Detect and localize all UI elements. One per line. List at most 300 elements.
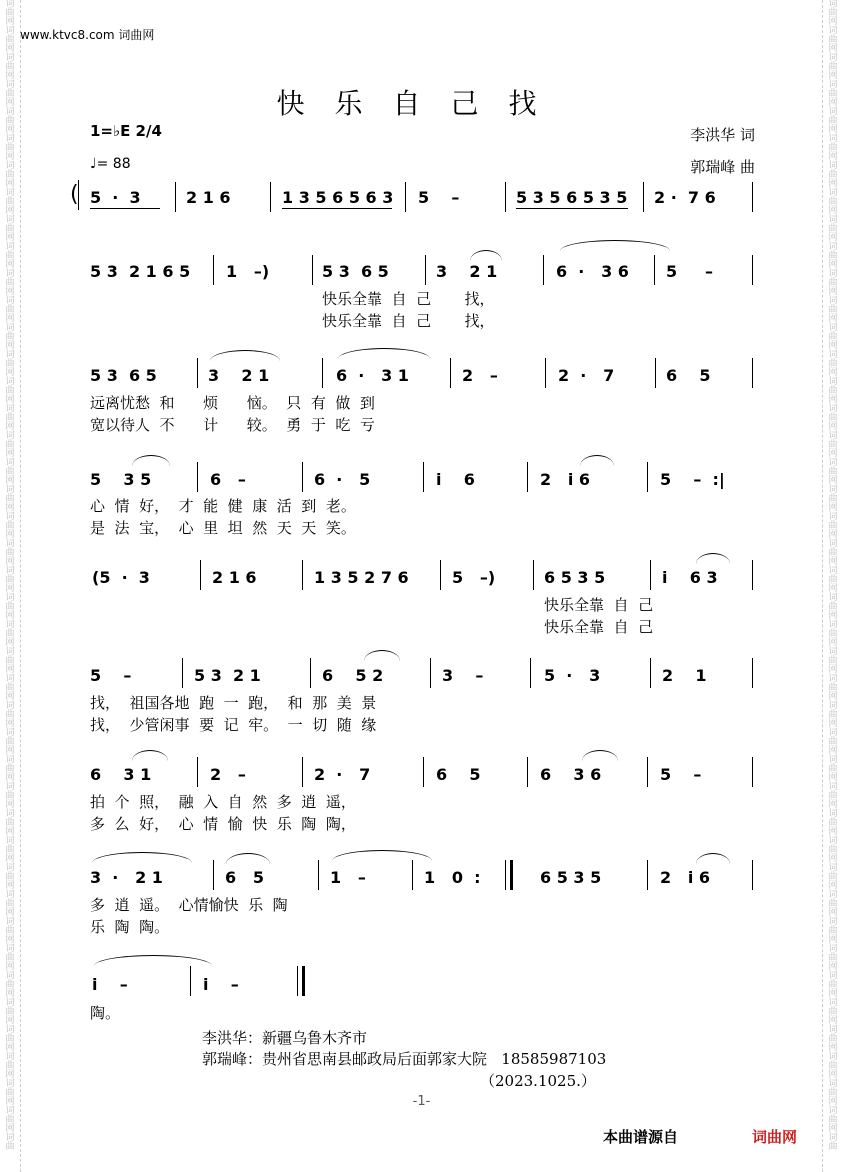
watermark-char: 曲 bbox=[828, 953, 838, 963]
slur bbox=[132, 750, 168, 761]
lyric-line-2: 多 么 好， 心 情 愉 快 乐 陶 陶， bbox=[90, 815, 356, 833]
measure: 3 2 1 bbox=[208, 366, 270, 385]
watermark-char: 网 bbox=[828, 611, 838, 621]
watermark-char: 网 bbox=[5, 800, 15, 810]
watermark-char: 网 bbox=[5, 908, 15, 918]
watermark-char: 词 bbox=[828, 0, 838, 9]
watermark-char: 词 bbox=[5, 566, 15, 576]
watermark-char: 曲 bbox=[5, 278, 15, 288]
watermark-char: 网 bbox=[5, 773, 15, 783]
watermark-char: 词 bbox=[828, 107, 838, 117]
watermark-char: 曲 bbox=[5, 521, 15, 531]
watermark-char: 词 bbox=[5, 782, 15, 792]
watermark-char: 曲 bbox=[828, 521, 838, 531]
watermark-char: 词 bbox=[5, 431, 15, 441]
watermark-char: 词 bbox=[828, 1079, 838, 1089]
watermark-char: 网 bbox=[828, 476, 838, 486]
watermark-char: 词 bbox=[828, 458, 838, 468]
watermark-char: 曲 bbox=[828, 35, 838, 45]
measure: 2 1 bbox=[662, 666, 707, 685]
watermark-char: 曲 bbox=[5, 899, 15, 909]
watermark-char: 网 bbox=[828, 746, 838, 756]
watermark-char: 网 bbox=[828, 152, 838, 162]
measure: i 6 3 bbox=[662, 568, 718, 587]
watermark-char: 曲 bbox=[828, 791, 838, 801]
measure: 1 0 : bbox=[424, 868, 481, 887]
measure: 6 5 bbox=[436, 765, 481, 784]
measure: 2 – bbox=[210, 765, 246, 784]
watermark-char: 网 bbox=[5, 665, 15, 675]
tempo-mark: ♩= 88 bbox=[90, 156, 131, 172]
measure: 6 3 1 bbox=[90, 765, 152, 784]
watermark-char: 词 bbox=[5, 1025, 15, 1035]
barline bbox=[302, 757, 303, 787]
lyric-line-1: 多 逍 遥。 心情愉快 乐 陶 bbox=[90, 896, 288, 914]
watermark-char: 词 bbox=[5, 512, 15, 522]
slur bbox=[364, 650, 400, 661]
watermark-char: 网 bbox=[828, 503, 838, 513]
watermark-char: 词 bbox=[5, 998, 15, 1008]
watermark-char: 词 bbox=[5, 107, 15, 117]
watermark-char: 网 bbox=[5, 395, 15, 405]
watermark-char: 曲 bbox=[5, 629, 15, 639]
watermark-char: 曲 bbox=[828, 170, 838, 180]
watermark-char: 网 bbox=[5, 746, 15, 756]
watermark-char: 网 bbox=[828, 422, 838, 432]
watermark-char: 网 bbox=[828, 260, 838, 270]
watermark-char: 网 bbox=[828, 1070, 838, 1080]
watermark-char: 曲 bbox=[5, 926, 15, 936]
barline bbox=[310, 658, 311, 688]
barline bbox=[527, 757, 528, 787]
watermark-char: 曲 bbox=[5, 1088, 15, 1098]
watermark-char: 网 bbox=[828, 989, 838, 999]
watermark-char: 词 bbox=[5, 242, 15, 252]
bracket-paren: ( bbox=[70, 182, 79, 207]
barline bbox=[200, 560, 201, 590]
watermark-char: 网 bbox=[828, 935, 838, 945]
watermark-char: 曲 bbox=[828, 1061, 838, 1071]
barline bbox=[752, 182, 753, 212]
watermark-char: 网 bbox=[828, 584, 838, 594]
measure: i – bbox=[203, 975, 239, 994]
watermark-char: 曲 bbox=[5, 980, 15, 990]
measure: 6 · 5 bbox=[314, 470, 371, 489]
watermark-char: 词 bbox=[828, 1052, 838, 1062]
watermark-char: 网 bbox=[5, 611, 15, 621]
slur bbox=[338, 348, 430, 359]
watermark-char: 词 bbox=[5, 350, 15, 360]
watermark-char: 曲 bbox=[828, 683, 838, 693]
watermark-char: 词 bbox=[5, 620, 15, 630]
watermark-char: 词 bbox=[5, 593, 15, 603]
measure: 5 · 3 bbox=[544, 666, 601, 685]
measure: 2 – bbox=[462, 366, 498, 385]
watermark-char: 网 bbox=[5, 692, 15, 702]
watermark-char: 曲 bbox=[5, 791, 15, 801]
lyric-line-1: 快乐全靠 自 己 bbox=[544, 596, 654, 614]
watermark-char: 词 bbox=[5, 134, 15, 144]
watermark-char: 曲 bbox=[5, 35, 15, 45]
watermark-char: 词 bbox=[5, 674, 15, 684]
watermark-char: 曲 bbox=[828, 1088, 838, 1098]
lyric-line-2: 快乐全靠 自 己 找， bbox=[322, 312, 495, 330]
watermark-char: 曲 bbox=[5, 845, 15, 855]
watermark-char: 曲 bbox=[5, 305, 15, 315]
measure: 3 – bbox=[442, 666, 484, 685]
barline bbox=[530, 658, 531, 688]
watermark-char: 词 bbox=[828, 836, 838, 846]
underline bbox=[282, 208, 392, 209]
measure: 5 3 2 1 bbox=[194, 666, 261, 685]
watermark-char: 网 bbox=[828, 179, 838, 189]
barline bbox=[297, 966, 298, 996]
page-number: -1- bbox=[412, 1094, 431, 1109]
watermark-char: 网 bbox=[5, 449, 15, 459]
watermark-char: 网 bbox=[5, 17, 15, 27]
watermark-char: 网 bbox=[5, 152, 15, 162]
barline bbox=[322, 358, 323, 388]
watermark-char: 词 bbox=[5, 971, 15, 981]
watermark-char: 曲 bbox=[828, 467, 838, 477]
watermark-char: 网 bbox=[5, 260, 15, 270]
measure: 2 1 6 bbox=[186, 188, 231, 207]
watermark-char: 词 bbox=[5, 458, 15, 468]
watermark-char: 曲 bbox=[828, 845, 838, 855]
watermark-char: 曲 bbox=[5, 143, 15, 153]
measure: 5 3 5 bbox=[90, 470, 152, 489]
right-margin-line bbox=[822, 0, 823, 1172]
measure: 6 3 6 bbox=[540, 765, 602, 784]
watermark-char: 曲 bbox=[5, 8, 15, 18]
watermark-char: 词 bbox=[828, 485, 838, 495]
watermark-char: 曲 bbox=[5, 1034, 15, 1044]
watermark-char: 曲 bbox=[5, 1115, 15, 1125]
watermark-char: 网 bbox=[5, 719, 15, 729]
watermark-char: 曲 bbox=[828, 1142, 838, 1152]
watermark-char: 曲 bbox=[5, 548, 15, 558]
barline bbox=[175, 182, 176, 212]
barline bbox=[752, 255, 753, 285]
watermark-char: 词 bbox=[5, 215, 15, 225]
watermark-char: 曲 bbox=[5, 1142, 15, 1152]
watermark-char: 网 bbox=[828, 125, 838, 135]
watermark-char: 曲 bbox=[5, 332, 15, 342]
watermark-char: 曲 bbox=[5, 764, 15, 774]
watermark-char: 网 bbox=[828, 233, 838, 243]
watermark-char: 词 bbox=[828, 350, 838, 360]
watermark-char: 词 bbox=[828, 701, 838, 711]
lyric-line-2: 找， 少管闲事 要 记 牢。 一 切 随 缘 bbox=[90, 716, 377, 734]
watermark-char: 曲 bbox=[5, 251, 15, 261]
barline bbox=[752, 757, 753, 787]
date-note: （2023.1025.） bbox=[480, 1072, 596, 1090]
watermark-char: 网 bbox=[5, 827, 15, 837]
barline bbox=[182, 658, 183, 688]
measure: 5 – bbox=[666, 262, 713, 281]
watermark-char: 网 bbox=[5, 98, 15, 108]
measure: 6 · 3 1 bbox=[336, 366, 409, 385]
watermark-char: 词 bbox=[828, 269, 838, 279]
slur bbox=[696, 553, 730, 564]
lyric-line-2: 乐 陶 陶。 bbox=[90, 918, 170, 936]
watermark-char: 曲 bbox=[828, 1115, 838, 1125]
watermark-char: 词 bbox=[828, 620, 838, 630]
measure: 3 · 2 1 bbox=[90, 868, 163, 887]
watermark-char: 网 bbox=[5, 1043, 15, 1053]
measure: 5 – bbox=[660, 765, 702, 784]
watermark-char: 网 bbox=[828, 314, 838, 324]
lyricist-credit: 李洪华 词 bbox=[690, 126, 755, 144]
watermark-char: 网 bbox=[828, 1097, 838, 1107]
watermark-char: 词 bbox=[5, 1079, 15, 1089]
watermark-char: 曲 bbox=[828, 764, 838, 774]
barline bbox=[752, 860, 753, 890]
key-signature: 1=♭E 2/4 bbox=[90, 122, 162, 140]
watermark-char: 曲 bbox=[828, 980, 838, 990]
watermark-char: 网 bbox=[828, 827, 838, 837]
watermark-char: 曲 bbox=[828, 8, 838, 18]
composer-address: 郭瑞峰：贵州省思南县邮政局后面郭家大院 18585987103 bbox=[202, 1050, 607, 1068]
watermark-char: 词 bbox=[828, 971, 838, 981]
watermark-char: 曲 bbox=[5, 1007, 15, 1017]
watermark-char: 网 bbox=[828, 800, 838, 810]
watermark-char: 网 bbox=[5, 557, 15, 567]
watermark-char: 词 bbox=[828, 890, 838, 900]
underline bbox=[90, 208, 160, 209]
brand-link[interactable]: 词曲网 bbox=[752, 1128, 798, 1146]
barline bbox=[412, 860, 413, 890]
watermark-char: 曲 bbox=[828, 818, 838, 828]
measure: 2 · 7 bbox=[314, 765, 371, 784]
watermark-char: 网 bbox=[5, 206, 15, 216]
measure: 2 1 6 bbox=[212, 568, 257, 587]
barline bbox=[505, 182, 506, 212]
barline bbox=[752, 658, 753, 688]
lyric-line-1: 远离忧愁 和 烦 恼。 只 有 做 到 bbox=[90, 394, 375, 412]
barline bbox=[505, 860, 506, 890]
measure: 6 5 bbox=[225, 868, 264, 887]
watermark-char: 词 bbox=[5, 53, 15, 63]
barline bbox=[654, 255, 655, 285]
watermark-char: 词 bbox=[828, 539, 838, 549]
watermark-char: 词 bbox=[5, 647, 15, 657]
watermark-char: 曲 bbox=[5, 1061, 15, 1071]
watermark-char: 网 bbox=[5, 530, 15, 540]
watermark-char: 曲 bbox=[828, 143, 838, 153]
watermark-char: 词 bbox=[828, 1025, 838, 1035]
watermark-char: 曲 bbox=[5, 197, 15, 207]
watermark-char: 网 bbox=[828, 98, 838, 108]
watermark-char: 曲 bbox=[5, 953, 15, 963]
measure: 6 5 bbox=[666, 366, 711, 385]
barline bbox=[650, 560, 651, 590]
watermark-char: 词 bbox=[5, 917, 15, 927]
watermark-char: 曲 bbox=[828, 629, 838, 639]
watermark-char: 网 bbox=[828, 773, 838, 783]
watermark-char: 曲 bbox=[5, 386, 15, 396]
watermark-char: 网 bbox=[828, 881, 838, 891]
barline bbox=[647, 757, 648, 787]
watermark-char: 曲 bbox=[828, 251, 838, 261]
watermark-char: 词 bbox=[5, 188, 15, 198]
watermark-char: 曲 bbox=[5, 170, 15, 180]
watermark-char: 词 bbox=[828, 755, 838, 765]
watermark-char: 网 bbox=[5, 287, 15, 297]
watermark-char: 网 bbox=[5, 854, 15, 864]
watermark-char: 曲 bbox=[5, 116, 15, 126]
watermark-char: 词 bbox=[828, 674, 838, 684]
barline bbox=[752, 358, 753, 388]
watermark-char: 网 bbox=[828, 962, 838, 972]
slur bbox=[560, 240, 670, 251]
watermark-char: 词 bbox=[828, 242, 838, 252]
watermark-char: 词 bbox=[5, 863, 15, 873]
barline bbox=[543, 255, 544, 285]
watermark-char: 曲 bbox=[5, 710, 15, 720]
watermark-char: 词 bbox=[5, 890, 15, 900]
watermark-char: 曲 bbox=[828, 440, 838, 450]
lyricist-address: 李洪华：新疆乌鲁木齐市 bbox=[202, 1029, 368, 1047]
watermark-char: 曲 bbox=[828, 710, 838, 720]
watermark-char: 曲 bbox=[828, 224, 838, 234]
slur bbox=[470, 250, 502, 261]
watermark-char: 网 bbox=[5, 1124, 15, 1134]
watermark-char: 曲 bbox=[5, 467, 15, 477]
watermark-char: 词 bbox=[828, 134, 838, 144]
slur bbox=[210, 350, 280, 361]
watermark-char: 词 bbox=[5, 1133, 15, 1143]
watermark-char: 词 bbox=[828, 215, 838, 225]
slur bbox=[92, 852, 192, 863]
watermark-char: 曲 bbox=[828, 737, 838, 747]
watermark-char: 曲 bbox=[828, 197, 838, 207]
measure: 2 · 7 bbox=[558, 366, 615, 385]
measure: 5 – bbox=[418, 188, 460, 207]
watermark-char: 网 bbox=[5, 989, 15, 999]
site-header[interactable]: www.ktvc8.com 词曲网 bbox=[20, 28, 155, 42]
composer-credit: 郭瑞峰 曲 bbox=[690, 158, 755, 176]
watermark-char: 网 bbox=[5, 233, 15, 243]
watermark-char: 曲 bbox=[828, 1034, 838, 1044]
slur bbox=[132, 455, 170, 466]
watermark-char: 曲 bbox=[5, 818, 15, 828]
watermark-char: 曲 bbox=[5, 359, 15, 369]
watermark-char: 词 bbox=[5, 269, 15, 279]
barline bbox=[197, 462, 198, 492]
measure: 5 – bbox=[90, 666, 132, 685]
watermark-char: 词 bbox=[828, 512, 838, 522]
barline bbox=[302, 462, 303, 492]
measure: 1 – bbox=[330, 868, 366, 887]
watermark-char: 词 bbox=[828, 404, 838, 414]
measure: 6 5 2 bbox=[322, 666, 384, 685]
barline bbox=[450, 358, 451, 388]
watermark-char: 曲 bbox=[5, 602, 15, 612]
measure: 6 5 3 5 bbox=[544, 568, 606, 587]
watermark-char: 曲 bbox=[5, 62, 15, 72]
watermark-char: 曲 bbox=[5, 737, 15, 747]
watermark-char: 网 bbox=[5, 125, 15, 135]
watermark-char: 曲 bbox=[5, 494, 15, 504]
song-title: 快乐自己找 bbox=[276, 87, 567, 120]
watermark-char: 词 bbox=[828, 1106, 838, 1116]
watermark-char: 网 bbox=[5, 935, 15, 945]
watermark-char: 词 bbox=[5, 404, 15, 414]
watermark-char: 网 bbox=[828, 341, 838, 351]
watermark-char: 词 bbox=[5, 80, 15, 90]
lyric-line-1: 找， 祖国各地 跑 一 跑， 和 那 美 景 bbox=[90, 694, 377, 712]
watermark-char: 网 bbox=[828, 449, 838, 459]
watermark-char: 网 bbox=[828, 1124, 838, 1134]
barline bbox=[533, 560, 534, 590]
watermark-char: 词 bbox=[828, 53, 838, 63]
watermark-char: 词 bbox=[5, 809, 15, 819]
watermark-char: 网 bbox=[828, 854, 838, 864]
watermark-char: 曲 bbox=[828, 278, 838, 288]
watermark-char: 词 bbox=[828, 26, 838, 36]
lyric-line-2: 是 法 宝， 心 里 坦 然 天 天 笑。 bbox=[90, 519, 356, 537]
watermark-char: 曲 bbox=[5, 413, 15, 423]
watermark-char: 网 bbox=[828, 206, 838, 216]
barline bbox=[318, 860, 319, 890]
barline bbox=[213, 860, 214, 890]
measure: 1 –) bbox=[226, 262, 270, 281]
watermark-char: 网 bbox=[5, 476, 15, 486]
measure: 5 3 5 6 5 3 5 bbox=[516, 188, 628, 207]
watermark-char: 曲 bbox=[5, 683, 15, 693]
watermark-char: 词 bbox=[828, 323, 838, 333]
barline bbox=[545, 358, 546, 388]
watermark-char: 词 bbox=[828, 647, 838, 657]
barline bbox=[190, 966, 191, 996]
barline bbox=[423, 462, 424, 492]
underline bbox=[516, 208, 628, 209]
watermark-char: 词 bbox=[5, 296, 15, 306]
barline bbox=[312, 255, 313, 285]
barline bbox=[752, 560, 753, 590]
watermark-char: 曲 bbox=[828, 926, 838, 936]
watermark-char: 词 bbox=[5, 944, 15, 954]
watermark-char: 曲 bbox=[828, 359, 838, 369]
watermark-char: 网 bbox=[828, 44, 838, 54]
slur bbox=[696, 853, 730, 864]
watermark-char: 词 bbox=[5, 161, 15, 171]
watermark-char: 曲 bbox=[828, 899, 838, 909]
watermark-char: 词 bbox=[5, 755, 15, 765]
watermark-char: 网 bbox=[5, 179, 15, 189]
lyric-line-1: 拍 个 照， 融 入 自 然 多 逍 遥， bbox=[90, 793, 356, 811]
measure: 5 3 6 5 bbox=[90, 366, 157, 385]
measure: i 6 bbox=[436, 470, 475, 489]
measure: 5 – :| bbox=[660, 470, 725, 489]
watermark-char: 曲 bbox=[5, 224, 15, 234]
slur bbox=[94, 955, 212, 966]
watermark-char: 词 bbox=[828, 296, 838, 306]
watermark-char: 词 bbox=[5, 539, 15, 549]
barline bbox=[423, 757, 424, 787]
lyric-line-2: 宽以待人 不 计 较。 勇 于 吃 亏 bbox=[90, 416, 375, 434]
watermark-char: 曲 bbox=[828, 872, 838, 882]
watermark-char: 词 bbox=[828, 188, 838, 198]
watermark-char: 词 bbox=[5, 323, 15, 333]
watermark-char: 词 bbox=[5, 485, 15, 495]
measure: 2 · 7 6 bbox=[654, 188, 716, 207]
watermark-char: 词 bbox=[5, 0, 15, 9]
watermark-char: 曲 bbox=[5, 440, 15, 450]
measure: 6 · 3 6 bbox=[556, 262, 629, 281]
watermark-char: 网 bbox=[828, 368, 838, 378]
